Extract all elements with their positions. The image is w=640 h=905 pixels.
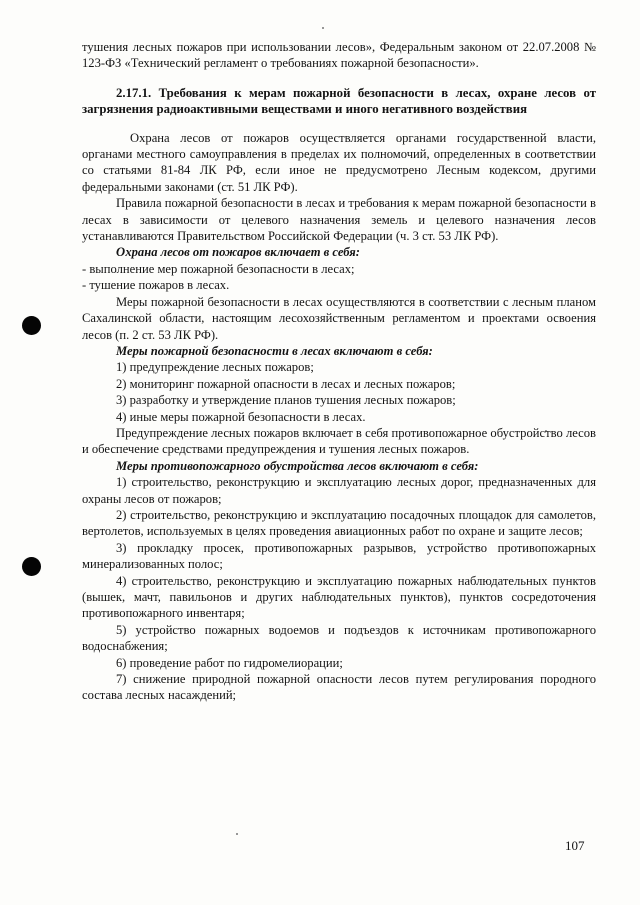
list-item: - тушение пожаров в лесах. <box>82 278 230 293</box>
paragraph: Предупреждение лесных пожаров включает в себя противопожарное обустройство лесов и обеспечение средствами предупреждения и тушения лесных пожаров. <box>82 425 596 457</box>
paragraph: Меры пожарной безопасности в лесах осуществляются в соответствии с лесным планом Сахалинской области, настоящим лесохозяйственным регламентом и проектами освоения лесов (п. 2 ст. 53 ЛК РФ). <box>82 294 596 342</box>
list-item: 4) строительство, реконструкцию и эксплуатацию пожарных наблюдательных пунктов (вышек, мачт, павильонов и других наблюдательных пунктов), пунктов сосредоточения противопожарного инвентаря; <box>82 573 596 621</box>
document-page <box>82 39 596 704</box>
section-heading: 2.17.1. Требования к мерам пожарной безопасности в лесах, охране лесов от загрязнения радиоактивными веществами и иного негативного воздействия <box>82 85 596 117</box>
page-number: 107 <box>565 838 585 853</box>
list-item: 7) снижение природной пожарной опасности лесов путем регулирования породного состава лесных насаждений; <box>82 672 596 703</box>
list-item: 3) разработку и утверждение планов тушения лесных пожаров; <box>116 393 456 408</box>
list-item: 4) иные меры пожарной безопасности в лесах. <box>116 409 366 424</box>
subheading: Меры пожарной безопасности в лесах включают в себя: <box>116 343 433 358</box>
list-item: 3) прокладку просек, противопожарных разрывов, устройство противопожарных минерализованных полос; <box>82 540 596 572</box>
list-item: 2) мониторинг пожарной опасности в лесах и лесных пожаров; <box>116 376 456 391</box>
list-item: 2) строительство, реконструкцию и эксплуатацию посадочных площадок для самолетов, вертолетов, используемых в целях проведения авиационных работ по охране и защите лесов; <box>82 507 596 539</box>
paragraph-continuation: тушения лесных пожаров при использовании лесов», Федеральным законом от 22.07.2008 № 123-ФЗ «Технический регламент о требованиях пожарной безопасности». <box>82 40 596 71</box>
list-item: - выполнение мер пожарной безопасности в лесах; <box>82 261 355 276</box>
paragraph: Правила пожарной безопасности в лесах и требования к мерам пожарной безопасности в лесах в зависимости от целевого назначения земель и целевого назначения лесов устанавливаются Правительством Российской Федерации (ч. 3 ст. 53 ЛК РФ). <box>82 196 596 244</box>
punch-hole-bottom <box>22 557 41 576</box>
paragraph: Охрана лесов от пожаров осуществляется органами государственной власти, органами местного самоуправления в пределах их полномочий, определенных в соответствии со статьями 81-84 ЛК РФ, если иное не предусмотрено Лесным кодексом, другими федеральными законами (ст. 51 ЛК РФ). <box>82 130 596 194</box>
scan-speck <box>236 833 238 835</box>
list-item: 1) предупреждение лесных пожаров; <box>116 360 314 375</box>
list-item: 1) строительство, реконструкцию и эксплуатацию лесных дорог, предназначенных для охраны лесов от пожаров; <box>82 475 596 506</box>
punch-hole-top <box>22 316 41 335</box>
scan-speck <box>322 27 324 29</box>
list-item: 5) устройство пожарных водоемов и подъездов к источникам противопожарного водоснабжения; <box>82 622 596 654</box>
subheading: Охрана лесов от пожаров включает в себя: <box>116 245 360 260</box>
subheading: Меры противопожарного обустройства лесов включают в себя: <box>116 458 479 473</box>
list-item: 6) проведение работ по гидромелиорации; <box>116 655 343 670</box>
